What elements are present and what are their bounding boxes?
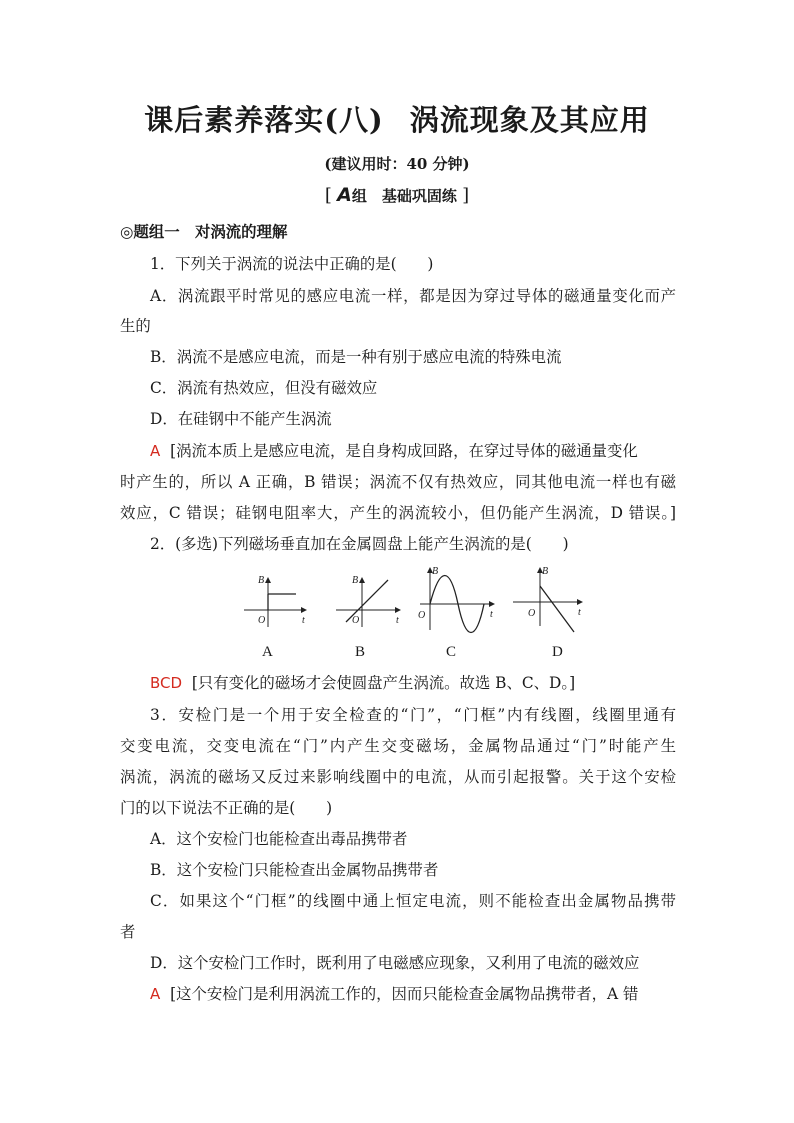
bt-graphs-svg — [228, 562, 598, 642]
graph-d-x-label: t — [578, 607, 581, 618]
group-letter: A — [337, 184, 352, 206]
q1-option-d: D．在硅钢中不能产生涡流 — [150, 410, 332, 428]
q1-answer: A — [150, 442, 161, 460]
group-bracket-open: [ — [324, 185, 332, 206]
graph-label-d: D — [552, 644, 563, 660]
q2-stem: 2．(多选)下列磁场垂直加在金属圆盘上能产生涡流的是( ) — [150, 535, 569, 553]
q1-explanation-line3: 效应，C 错误；硅钢电阻率大，产生的涡流较小，但仍能产生涡流，D 错误。] — [120, 504, 676, 522]
group-bracket-close: ] — [462, 185, 470, 206]
group-text: 组 基础巩固练 — [351, 187, 457, 205]
q2-answer: BCD — [150, 674, 183, 692]
q3-option-a: A．这个安检门也能检查出毒品携带者 — [150, 830, 408, 848]
q3-stem-line2: 交变电流，交变电流在“门”内产生交变磁场，金属物品通过“门”时能产生 — [120, 737, 676, 755]
graph-c-origin: O — [418, 610, 426, 621]
graph-c-y-label: B — [432, 566, 439, 577]
q2-explanation-text: [只有变化的磁场才会使圆盘产生涡流。故选 B、C、D。] — [191, 674, 576, 692]
q1-explanation-line1 — [150, 441, 676, 461]
graph-c — [420, 568, 494, 633]
graph-a-y-label: B — [258, 575, 265, 586]
q3-option-b: B．这个安检门只能检查出金属物品携带者 — [150, 861, 439, 879]
graph-label-a: A — [262, 644, 273, 660]
graph-b — [336, 578, 400, 627]
q1-option-a-line1: A．涡流跟平时常见的感应电流一样，都是因为穿过导体的磁通量变化而产 — [150, 287, 676, 305]
graph-b-y-label: B — [352, 575, 359, 586]
graph-a-x-label: t — [302, 615, 305, 626]
q3-option-c-line2: 者 — [120, 923, 136, 941]
q3-option-d: D．这个安检门工作时，既利用了电磁感应现象，又利用了电流的磁效应 — [150, 954, 640, 972]
page-title — [0, 98, 794, 139]
q3-stem-line4: 门的以下说法不正确的是( ) — [120, 799, 333, 817]
suggested-time: (建议用时：40 分钟) — [324, 155, 470, 173]
graph-label-c: C — [446, 644, 457, 660]
graph-a — [244, 578, 306, 627]
graph-c-x-label: t — [490, 609, 493, 620]
q3-explanation-text1: [这个安检门是利用涡流工作的，因而只能检查金属物品携带者，A 错 — [170, 985, 639, 1003]
graph-b-origin: O — [352, 615, 360, 626]
q3-answer: A — [150, 985, 161, 1003]
graph-d-origin: O — [528, 608, 536, 619]
group-header — [0, 184, 794, 206]
q1-option-a-line2: 生的 — [120, 317, 151, 335]
graph-d — [513, 568, 582, 632]
graph-b-x-label: t — [396, 615, 399, 626]
q1-option-c: C．涡流有热效应，但没有磁效应 — [150, 379, 378, 397]
q1-explanation-text1: [涡流本质上是感应电流，是自身构成回路，在穿过导体的磁通量变化 — [170, 442, 638, 460]
q1-stem: 1．下列关于涡流的说法中正确的是( ) — [150, 255, 434, 273]
q2-graphs — [228, 562, 598, 672]
q3-explanation-line1 — [150, 984, 676, 1004]
graph-a-origin: O — [258, 615, 266, 626]
graph-label-b: B — [355, 644, 366, 660]
q3-stem-line3: 涡流，涡流的磁场又反过来影响线圈中的电流，从而引起报警。关于这个安检 — [120, 768, 676, 786]
section-heading: ◎题组一 对涡流的理解 — [120, 223, 288, 241]
q1-option-b: B．涡流不是感应电流，而是一种有别于感应电流的特殊电流 — [150, 348, 562, 366]
q3-option-c-line1: C．如果这个“门框”的线圈中通上恒定电流，则不能检查出金属物品携带 — [150, 892, 676, 910]
graph-d-y-label: B — [542, 566, 549, 577]
q1-explanation-line2: 时产生的，所以 A 正确，B 错误；涡流不仅有热效应，同其他电流一样也有磁 — [120, 473, 676, 491]
q2-explanation — [150, 673, 676, 693]
title-part2: 涡流现象及其应用 — [409, 103, 650, 137]
title-part1: 课后素养落实(八) — [144, 103, 384, 137]
q3-stem-line1: 3．安检门是一个用于安全检查的“门”，“门框”内有线圈，线圈里通有 — [150, 706, 676, 724]
